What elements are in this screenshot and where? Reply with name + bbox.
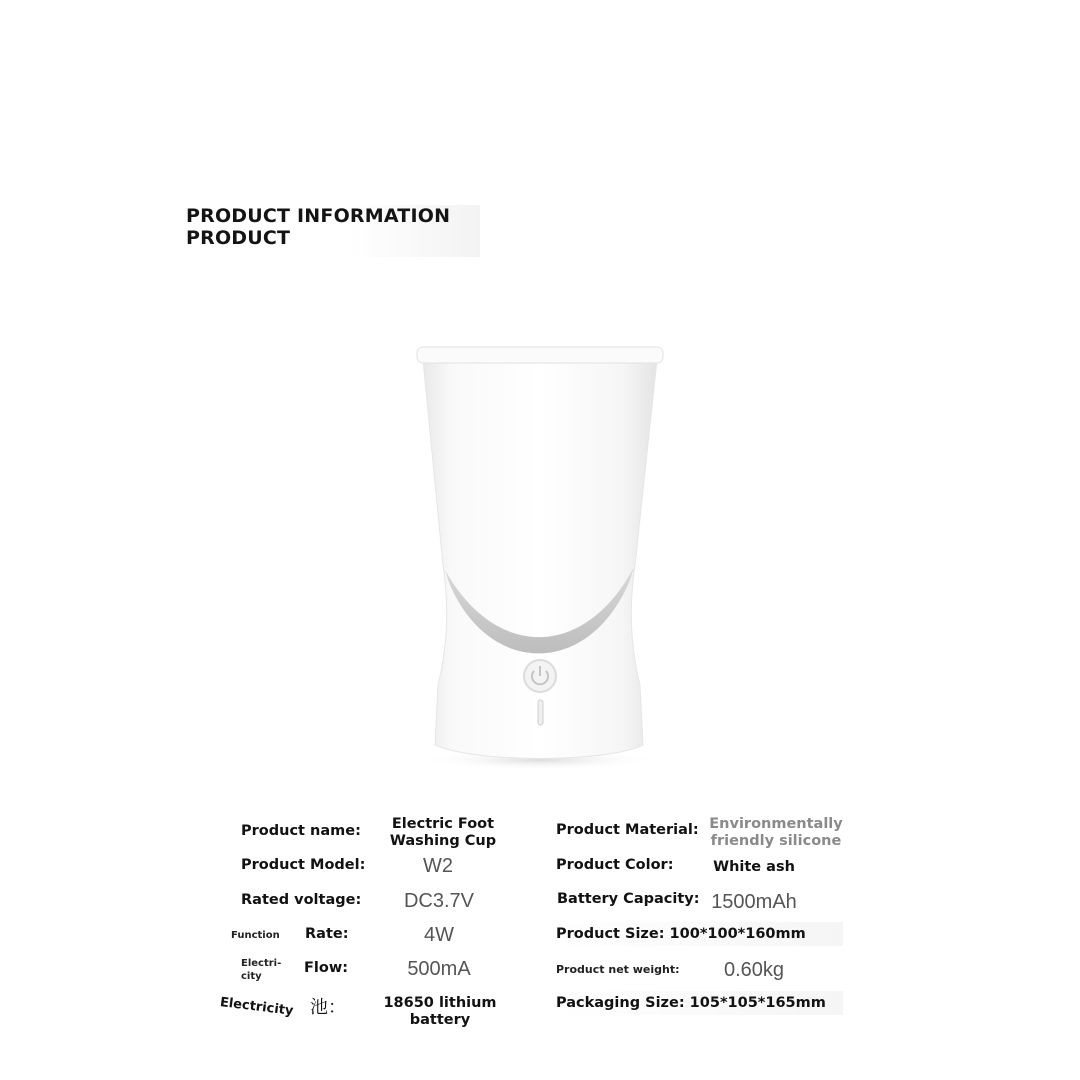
- spec-label-rated-voltage: Rated voltage:: [241, 892, 362, 908]
- spec-value-rated-voltage: DC3.7V: [403, 890, 475, 912]
- spec-label-flow: Flow:: [304, 960, 349, 976]
- spec-value-product-color: White ash: [713, 859, 795, 875]
- header-title: PRODUCT INFORMATION: [186, 205, 451, 227]
- spec-label-product-color: Product Color:: [556, 857, 674, 873]
- spec-label-rate: Rate:: [305, 926, 349, 942]
- spec-value-product-model: W2: [423, 855, 453, 877]
- spec-label-battery-capacity: Battery Capacity:: [557, 891, 700, 907]
- indicator-light: [538, 700, 543, 725]
- spec-value-battery-capacity: 1500mAh: [711, 891, 797, 913]
- spec-value-product-material: Environmentally friendly silicone: [709, 816, 843, 849]
- product-image: [405, 335, 675, 775]
- cup-rim: [417, 347, 663, 363]
- spec-prefix-function: Function: [231, 930, 280, 941]
- spec-label-battery: 池：: [310, 997, 346, 1018]
- spec-prefix-battery: Electricity: [219, 995, 295, 1019]
- power-icon: [524, 660, 556, 692]
- spec-product-size: Product Size: 100*100*160mm: [556, 922, 843, 946]
- spec-value-net-weight: 0.60kg: [723, 959, 785, 981]
- spec-value-rate: 4W: [424, 924, 454, 946]
- spec-value-product-name: Electric Foot Washing Cup: [389, 816, 497, 849]
- spec-prefix-electricity: Electri- city: [241, 958, 282, 982]
- section-header: [186, 205, 480, 257]
- cup-body: [423, 360, 657, 759]
- spec-value-flow: 500mA: [407, 958, 471, 980]
- spec-value-battery: 18650 lithium battery: [383, 995, 497, 1028]
- header-subtitle: PRODUCT: [186, 227, 291, 249]
- spec-label-product-model: Product Model:: [241, 857, 366, 873]
- spec-packaging-size: Packaging Size: 105*105*165mm: [556, 991, 843, 1015]
- spec-label-product-name: Product name:: [241, 823, 361, 839]
- spec-label-product-material: Product Material:: [556, 822, 699, 838]
- spec-label-net-weight: Product net weight:: [556, 963, 680, 976]
